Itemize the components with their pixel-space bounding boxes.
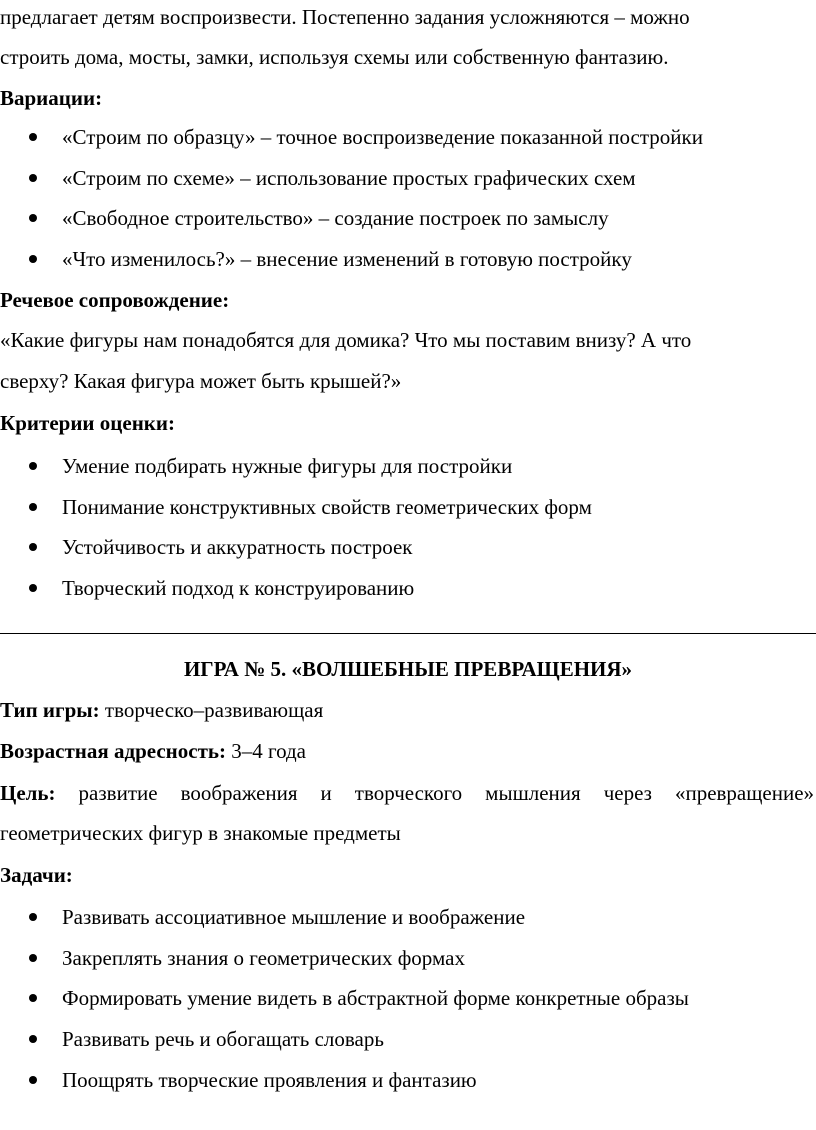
list-item-text: Творческий подход к конструированию xyxy=(62,576,415,600)
bullet-icon xyxy=(29,543,37,551)
list-item-text: Формировать умение видеть в абстрактной форме конкретные образы xyxy=(62,986,689,1010)
list-item-text: Устойчивость и аккуратность построек xyxy=(62,535,413,559)
list-item-text: «Строим по образцу» – точное воспроизведение показанной постройки xyxy=(62,125,703,149)
game-age-value: 3–4 года xyxy=(231,739,307,763)
list-item-text: «Строим по схеме» – использование простых графических схем xyxy=(62,166,636,190)
game-goal-line-1 xyxy=(0,780,814,806)
goal-word: мышления xyxy=(485,781,581,805)
game-goal-label: Цель: xyxy=(0,781,56,805)
game-type-value: творческо–развивающая xyxy=(104,698,324,722)
goal-word: творческого xyxy=(354,781,463,805)
game-age xyxy=(0,738,306,764)
list-item-text: Понимание конструктивных свойств геометрических форм xyxy=(62,495,592,519)
bullet-icon xyxy=(29,1035,37,1043)
game-goal-line-2: геометрических фигур в знакомые предметы xyxy=(0,821,401,845)
game-title: ИГРА № 5. «ВОЛШЕБНЫЕ ПРЕВРАЩЕНИЯ» xyxy=(183,657,633,681)
list-item-text: Умение подбирать нужные фигуры для постройки xyxy=(62,454,513,478)
game-type-label: Тип игры: xyxy=(0,698,100,722)
game-type xyxy=(0,697,323,723)
bullet-icon xyxy=(29,255,37,263)
speech-line-2: сверху? Какая фигура может быть крышей?» xyxy=(0,369,402,393)
bullet-icon xyxy=(29,462,37,470)
bullet-icon xyxy=(29,954,37,962)
bullet-icon xyxy=(29,214,37,222)
criteria-heading: Критерии оценки: xyxy=(0,411,175,435)
bullet-icon xyxy=(29,133,37,141)
bullet-icon xyxy=(29,994,37,1002)
bullet-icon xyxy=(29,174,37,182)
goal-word: через xyxy=(603,781,652,805)
goal-word: «превращение» xyxy=(674,781,815,805)
tasks-heading: Задачи: xyxy=(0,863,73,887)
bullet-icon xyxy=(29,1076,37,1084)
list-item-text: Закреплять знания о геометрических формах xyxy=(62,946,465,970)
list-item-text: «Что изменилось?» – внесение изменений в готовую постройку xyxy=(62,247,632,271)
speech-heading: Речевое сопровождение: xyxy=(0,288,230,312)
intro-line-2: строить дома, мосты, замки, используя схемы или собственную фантазию. xyxy=(0,45,669,69)
bullet-icon xyxy=(29,503,37,511)
list-item-text: Поощрять творческие проявления и фантазию xyxy=(62,1068,477,1092)
list-item-text: Развивать речь и обогащать словарь xyxy=(62,1027,384,1051)
bullet-icon xyxy=(29,913,37,921)
list-item-text: «Свободное строительство» – создание построек по замыслу xyxy=(62,206,609,230)
intro-line-1: предлагает детям воспроизвести. Постепенно задания усложняются – можно xyxy=(0,5,690,29)
bullet-icon xyxy=(29,584,37,592)
list-item-text: Развивать ассоциативное мышление и воображение xyxy=(62,905,526,929)
goal-word: развитие xyxy=(78,781,158,805)
speech-line-1: «Какие фигуры нам понадобятся для домика? Что мы поставим внизу? А что xyxy=(0,328,692,352)
game-age-label: Возрастная адресность: xyxy=(0,739,227,763)
goal-word: воображения xyxy=(180,781,298,805)
variations-heading: Вариации: xyxy=(0,86,103,110)
goal-word: и xyxy=(320,781,332,805)
section-divider xyxy=(0,633,816,634)
